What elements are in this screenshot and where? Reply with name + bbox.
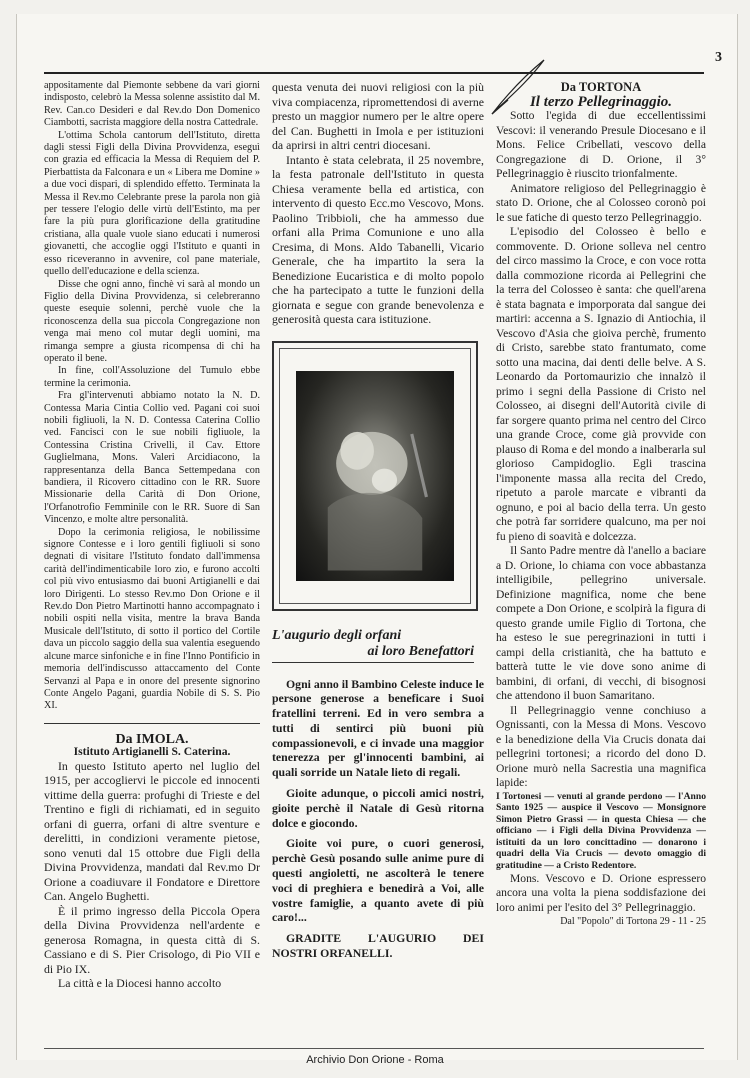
article-paragraph: Dopo la cerimonia religiosa, le nobilissime signore Contesse e i loro gentili figliuoli si sono degnati di visitare l'Istituto fondato dall'immensa carità dell'indimenticabile loro zio, e furono accolti col più vivo entusiasmo dai buoni Artigianelli e dai loro Dirigenti. Lo stesso Rev.mo Don Orione e il Rev.do Don Pietro Martinotti hanno accompagnato i nobili ospiti nella visita, mentre la brava Banda Musicale dell'Istituto, di sotto il portico del Cortile dava un piccolo saggio della sua valentia eseguendo alcune marce sinfoniche e in fine l'Inno Pontificio in memoria dell'indiscusso attaccamento del Conte Servanzi al Papa e in onore del presente signorino Conte Angelo Pagani, guardia Nobile di S. S. Pio XI.: [44, 526, 260, 712]
nativity-photo: [296, 371, 454, 581]
article-paragraph: Ogni anno il Bambino Celeste induce le persone generose a beneficare i Suoi fratellini terreni. Ed in vero sembra a tutti di sentirci più buoni più compassionevoli, e ci invade una maggior tenerezza per gl'innocenti bambini, ai quali sorride un Natale lieto di regali.: [272, 676, 484, 780]
article-paragraph: Il Santo Padre mentre dà l'anello a baciare a D. Orione, lo chiama con voce abbastanza intelligibile, pellegrino universale. Definizione magnifica, nome che bene compete a Don Orione, e scolpirà la figura di questo grande umile Figlio di Tortona, che ha esteso le sue peregrinazioni in tutti i campi della cristianità, che ha battuto e batterà tutte le vie dove sono anime di bambini, di orfani, di vecchi, di bisognosi che attendono il buon Samaritano.: [496, 544, 706, 702]
article-paragraph: Intanto è stata celebrata, il 25 novembre, la festa patronale dell'Istituto in questa Chiesa veramente bella ed artistica, con intervento di questo Ecc.mo Vescovo, Mons. Paolino Tribbioli, che ha ammesso due orfani alla Prima Comunione e uno alla Cresima, di Mons. Aldo Tabanelli, Vicario Generale, che ha impartito la sera la Benedizione Eucaristica e di molto popolo che ha partecipato a tutte le funzioni della giornata e segue con grande benevolenza e generosità questa cara istituzione.: [272, 152, 484, 326]
article-paragraph: questa venuta dei nuovi religiosi con la più viva compiacenza, ripromettendosi di averne presto un maggior numero per le altre opere del Can. Bughetti in Imola e per istituzioni da aprirsi in altri centri diocesani.: [272, 80, 484, 152]
article-paragraph: Disse che ogni anno, finchè vi sarà al mondo un Figlio della Divina Provvidenza, si celebreranno queste esequie solenni, perchè vuole che la riconoscenza della sua piccola Congregazione non venga mai meno col mutar degli uomini, ma rimanga sempre a giusta ricompensa di chi ha operato il bene.: [44, 278, 260, 364]
column-left: [44, 80, 260, 991]
closing-line: GRADITE L'AUGURIO DEI NOSTRI ORFANELLI.: [272, 931, 484, 961]
article-paragraph: In fine, coll'Assoluzione del Tumulo ebbe termine la cerimonia.: [44, 365, 260, 389]
source-signature: Dal "Popolo" di Tortona 29 - 11 - 25: [560, 916, 706, 928]
article-paragraph: La città e la Diocesi hanno accolto: [58, 976, 222, 991]
imola-subtitle: Istituto Artigianelli S. Caterina.: [73, 745, 231, 759]
article-paragraph: L'ottima Schola cantorum dell'Istituto, diretta dagli stessi Figli della Divina Provvidenza, eseguì con grazia ed efficacia la Messa di Requiem del P. Pierbattista da Falconara e un « Libera me Domine » a due voci dispari, di splendido effetto. Terminata la Messa il Rev.mo Celebrante prese la parola non già per tessere l'elogio delle virtù dell'Estinto, ma per fare la più pura glorificazione della gratitudine cristiana, alla quale vuole siano educati i numerosi giovanetti, che accoglie oggi l'Istituto e quanti in esso riceveranno in avvenire, col pane materiale, quello dell'educazione e della scienza.: [44, 129, 260, 278]
article-paragraph: È il primo ingresso della Piccola Opera della Divina Provvidenza nell'ardente e generosa Romagna, in questa città di S. Cassiano e di S. Pier Crisologo, di Pio VII e di Pio IX.: [44, 903, 260, 976]
article-paragraph: Mons. Vescovo e D. Orione espressero ancora una volta la piena soddisfazione dei loro animi per l'esito del 3° Pellegrinaggio.: [496, 871, 706, 914]
madonna-child-image: [296, 371, 454, 581]
article-paragraph: Animatore religioso del Pellegrinaggio è stato D. Orione, che al Colosseo coronò poi le sue fatiche di questo terzo Pellegrinaggio.: [496, 181, 706, 224]
orfani-title: L'augurio degli orfani: [272, 627, 402, 643]
orfani-subtitle: ai loro Benefattori: [272, 645, 474, 663]
picture-inner-frame: [279, 348, 471, 604]
article-paragraph: Fra gl'intervenuti abbiamo notato la N. D. Contessa Maria Cintia Collio ved. Pagani coi suoi nobili figliuoli, la N. D. Contessa Caterina Collio ved. Fancisci con le sue nobili figliuole, la Contessina Cristina Crivelli, il Cav. Ettore Guglielmana, Mons. Valeri Arcidiacono, la rappresentanza della Banca Settempedana con bandiera, il Ricovero cittadino con le RR. Suore Missionarie della Carità di Don Orione, l'Orfanotrofio Femminile con le RR. Suore di San Vincenzo, e molte altre personalità.: [44, 390, 260, 526]
archive-footer: Archivio Don Orione - Roma: [306, 1054, 444, 1066]
column-middle: [272, 80, 484, 967]
tortona-title: Da TORTONA: [560, 80, 642, 94]
article-paragraph: L'episodio del Colosseo è bello e commovente. D. Orione solleva nel centro del circo massimo la Croce, e con voce rotta dalla commozione ricorda ai Pellegrini che la terra del Colosseo è santa: che quell'arena è stata bagnata e imporporata dal sangue dei martiri: accenna a S. Ignazio di Antiochia, il Vescovo d'Asia che gioiva perchè, frumento di Cristo, sarebbe stato frantumato, come sotto una macina, dai denti delle belve. A S. Leonardo da Portomaurizio che innalzò il primo i segni della Passione di Cristo nel Colosseo, ai disegni dell'Autorità civile di far sorgere quanto prima nel centro del Circo una grande Croce, come già provvide con plauso di Roma e del mondo a inalberarla sul glorioso Campidoglio. Egli trascina l'imponente massa alla recita del Credo, ripetuto a parole marcate e vibranti da ognuno, e poi al bacio della terra. Un gesto che potrà far sorridere qualcuno, ma per noi fu pieno di soavità e dolcezza.: [496, 225, 706, 543]
article-paragraph: Gioite voi pure, o cuori generosi, perchè Gesù posando sulle anime pure di questi angioletti, ne ascolterà le tenere voci di preghiera e benedirà a Voi, alle vostre famiglie, a quanto avete di più caro!...: [272, 836, 484, 925]
nativity-picture-frame: [272, 341, 478, 611]
page-number: 3: [715, 50, 722, 65]
article-paragraph: Sotto l'egida di due eccellentissimi Vescovi: il venerando Presule Diocesano e il Mons. Felice Cribellati, vescovo della Congregazione di D. Orione, il 3° Pellegrinaggio è riuscito trionfalmente.: [496, 109, 706, 180]
column-right: [496, 80, 706, 930]
top-rule: [44, 72, 704, 74]
imola-title: Da IMOLA.: [115, 731, 189, 747]
bottom-rule: [44, 1048, 704, 1049]
article-paragraph: In questo Istituto aperto nel luglio del 1915, per accogliervi le piccole ed innocenti vittime della guerra: profughi di Trieste e del Trentino e figli di richiamati, ed in seguito orfani di guerra, orfani di altre sventure e derelitti, in condizioni veramente pietose, sono venuti dal 15 ottobre due Figli della Divina Provvidenza, mandati dal Rev.mo Dr Orione a coadiuvare il Fondatore e Direttore Can. Angelo Bughetti.: [44, 758, 260, 904]
tortona-subtitle: Il terzo Pellegrinaggio.: [529, 93, 673, 110]
article-paragraph: Gioite adunque, o piccoli amici nostri, gioite perchè il Natale di Gesù ritorna dolce e giocondo.: [272, 786, 484, 830]
article-paragraph: Il Pellegrinaggio venne conchiuso a Ognissanti, con la Messa di Mons. Vescovo e la benedizione della Via Crucis donata dai pellegrini tortonesi; a ricordo del dono D. Orione murò nella Sacrestia una magnifica lapide:: [496, 703, 706, 789]
section-divider: [44, 723, 260, 724]
article-paragraph: appositamente dal Piemonte sebbene da vari giorni indisposto, celebrò la Messa solenne assistito dal M. Rev. Can.co Desideri e dal Rev.do Don Domenico Ciambotti, sacrista maggiore della nostra Cattedrale.: [44, 80, 260, 129]
lapide-inscription: I Tortonesi — venuti al grande perdono — l'Anno Santo 1925 — auspice il Vescovo — Monsignore Simon Pietro Grassi — in questa Chiesa — che officiano — i Figli della Divina Provvidenza — istituiti da un loro concittadino — donarono i quadri della Via Crucis — devoto omaggio di gratitudine — a Cristo Redentore.: [496, 790, 706, 872]
